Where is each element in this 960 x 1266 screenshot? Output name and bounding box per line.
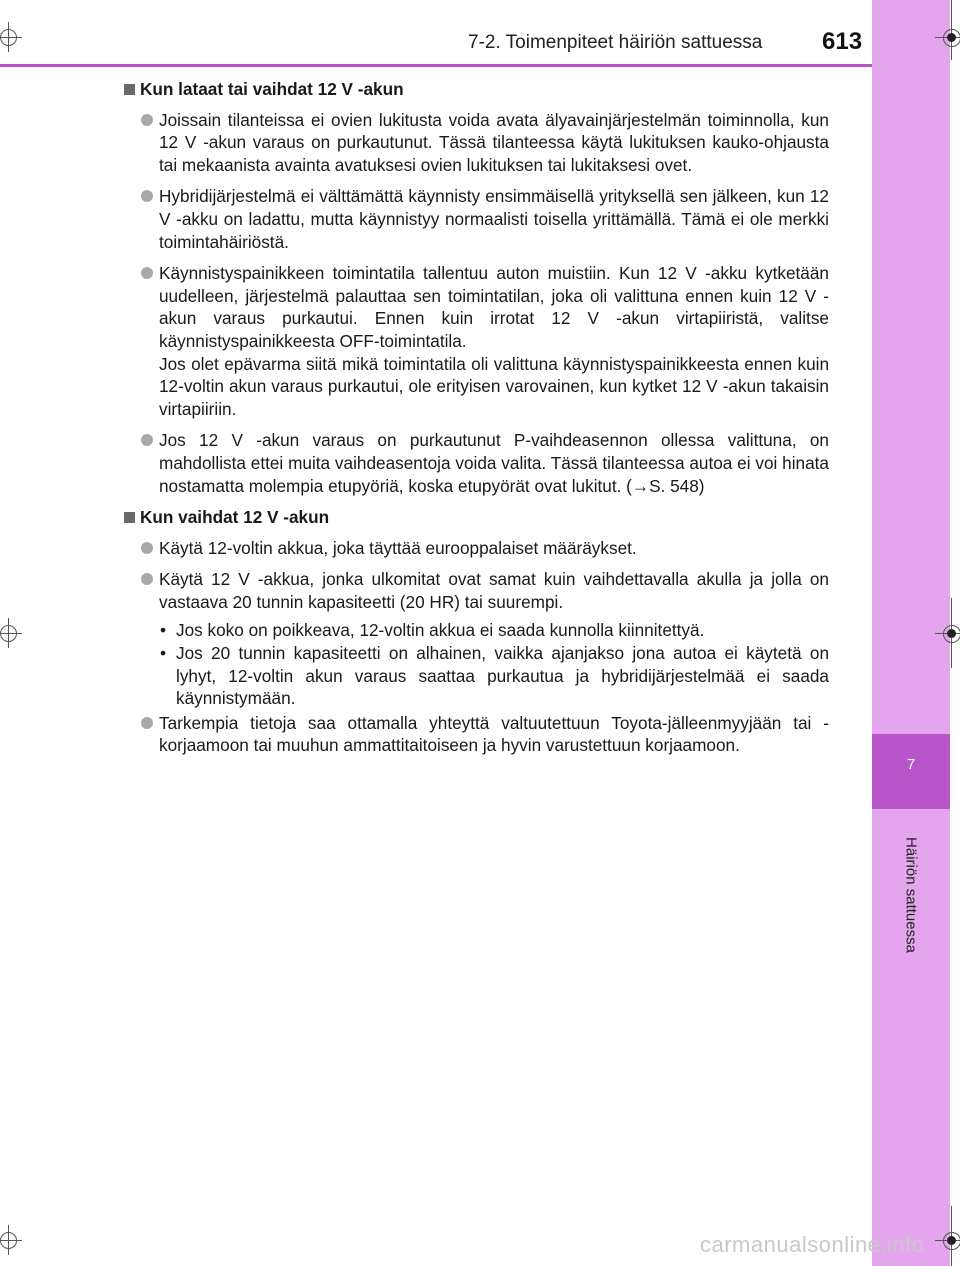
paragraph: Käynnistyspainikkeen toimintatila tallentuu auton muistiin. Kun 12 V -akku kytketään uudelleen, järjestelmä palauttaa sen toimintatilan, joka oli valittuna ennen kuin 12 V -akun varaus purkautui. Ennen kuin irrotat 12 V -akun virtapiiristä, valitse käynnistyspainikkeesta OFF-toimintatila.	[159, 263, 829, 351]
page-number: 613	[822, 28, 863, 55]
sub-item-text: Jos koko on poikkeava, 12-voltin akkua ei saada kunnolla kiinnitettyä.	[176, 620, 705, 641]
section-heading-text: Kun vaihdat 12 V -akun	[140, 507, 330, 528]
dot-bullet-icon: •	[160, 620, 167, 641]
paragraph: Jos 12 V -akun varaus on purkautunut P-vaihdeasennon ollessa valittuna, on mahdollista ettei muita vaihdeasentoja voida valita. Tässä tilanteessa autoa ei voi hinata nostamatta molempia etupyöriä, koska etupyörät ovat lukitut. (→S. 548)	[159, 430, 829, 496]
page-content	[124, 78, 829, 766]
sub-list-item	[124, 619, 829, 642]
paragraph: Hybridijärjestelmä ei välttämättä käynnisty ensimmäisellä yrityksellä sen jälkeen, kun 12 V -akku on ladattu, mutta käynnistyy normaalisti toisella yrittämällä. Tämä ei ole merkki toimintahäiriöstä.	[159, 186, 829, 252]
circle-bullet-icon	[141, 267, 153, 279]
circle-bullet-icon	[141, 114, 153, 126]
paragraph: Jos olet epävarma siitä mikä toimintatila oli valittuna käynnistyspainikkeesta ennen kuin 12-voltin akun varaus purkautui, ole erityisen varovainen, kun kytket 12 V -akun takaisin virtapiiriin.	[159, 353, 829, 419]
sub-list	[124, 619, 829, 709]
list-item	[124, 109, 829, 177]
section-heading-text: Kun lataat tai vaihdat 12 V -akun	[140, 79, 404, 99]
paragraph: Tarkempia tietoja saa ottamalla yhteyttä valtuutettuun Toyota-jälleenmyyjään tai -korjaamoon tai muuhun ammattitaitoiseen ja hyvin varustettuun korjaamoon.	[159, 712, 829, 756]
section-heading	[124, 78, 829, 101]
circle-bullet-icon	[141, 542, 153, 554]
circle-bullet-icon	[141, 573, 153, 585]
paragraph: Joissain tilanteissa ei ovien lukitusta voida avata älyavainjärjestelmän toiminnolla, kun 12 V -akun varaus on purkautunut. Tässä tilanteessa käytä lukituksen kauko-ohjausta tai mekaanista avainta avatuksesi ovien lukituksen tai lukitaksesi ovet.	[159, 109, 829, 175]
list-item	[124, 262, 829, 420]
dot-bullet-icon: •	[160, 643, 167, 664]
list-item	[124, 429, 829, 497]
circle-bullet-icon	[141, 190, 153, 202]
chapter-number: 7	[906, 756, 916, 773]
list-item	[124, 185, 829, 253]
list-item	[124, 537, 829, 560]
watermark: carmanualsonline.info	[700, 1232, 925, 1257]
circle-bullet-icon	[141, 717, 153, 729]
chapter-tab	[872, 734, 950, 809]
sub-list-item	[124, 642, 829, 710]
square-bullet-icon	[124, 512, 135, 523]
paragraph: Käytä 12 V -akkua, jonka ulkomitat ovat samat kuin vaihdettavalla akulla ja jolla on vastaava 20 tunnin kapasiteetti (20 HR) tai suurempi.	[159, 569, 829, 612]
header-rule	[0, 64, 872, 67]
circle-bullet-icon	[141, 434, 153, 446]
section-heading	[124, 506, 829, 529]
square-bullet-icon	[124, 84, 135, 95]
chapter-label: Häiriön sattuessa	[902, 837, 920, 953]
list-item	[124, 712, 829, 757]
list-item	[124, 568, 829, 613]
sub-item-text: Jos 20 tunnin kapasiteetti on alhainen, vaikka ajanjakso jona autoa ei käytetä on lyhyt, 12-voltin akun varaus saattaa purkautua ja hybridijärjestelmää ei saada käynnistymään.	[176, 643, 829, 709]
paragraph: Käytä 12-voltin akkua, joka täyttää eurooppalaiset määräykset.	[159, 537, 637, 558]
page-header-title: 7-2. Toimenpiteet häiriön sattuessa	[468, 32, 763, 53]
